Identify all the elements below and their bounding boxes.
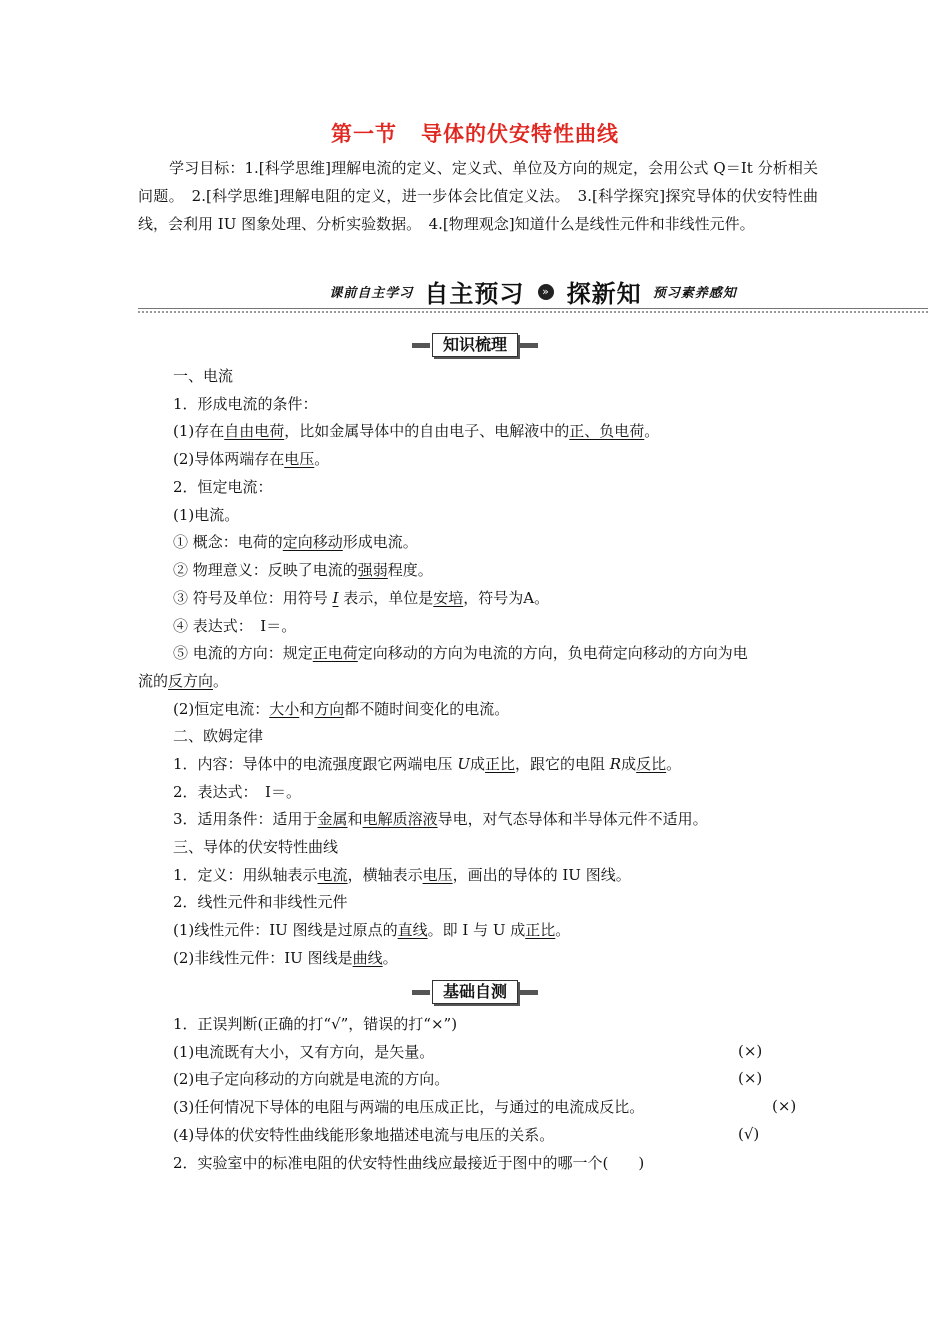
blank: 电解质溶液 [362, 810, 438, 828]
answer-1c: (×) [772, 1097, 797, 1115]
heading-ohm: 二、欧姆定律 [173, 727, 264, 745]
item-c2: ② 物理意义：反映了电流的强弱程度。 [173, 561, 433, 579]
answer-1b: (×) [738, 1069, 763, 1087]
section-tag-knowledge [0, 333, 950, 357]
tag-bar-right [520, 343, 538, 348]
blank: 反比 [636, 755, 667, 773]
item-c5-cont: 流的反方向。 [138, 672, 229, 690]
answer-1a: (×) [738, 1042, 763, 1060]
item-v2: 2．线性元件和非线性元件 [173, 893, 348, 911]
blank: 正、负电荷 [569, 422, 645, 440]
item-2b: (2)恒定电流：大小和方向都不随时间变化的电流。 [173, 700, 510, 718]
item-v1: 1．定义：用纵轴表示电流，横轴表示电压，画出的导体的 IU 图线。 [173, 866, 631, 884]
item-1: 1．形成电流的条件： [173, 395, 318, 413]
tag-bar-left [412, 990, 430, 995]
item-c3: ③ 符号及单位：用符号 I 表示，单位是安培，符号为A。 [173, 589, 550, 607]
title-part2: 导体的伏安特性曲线 [421, 122, 619, 146]
banner-big-text-1: 自主预习 [424, 280, 525, 308]
tag-label: 基础自测 [432, 980, 518, 1004]
test-1c: (3)任何情况下导体的电阻与两端的电压成正比，与通过的电流成反比。 [173, 1098, 645, 1116]
test-1b: (2)电子定向移动的方向就是电流的方向。 [173, 1070, 450, 1088]
answer-1d: (√) [738, 1125, 760, 1143]
blank: 电压 [284, 450, 315, 468]
item-c4: ④ 表达式： I＝。 [173, 617, 297, 635]
blank: 自由电荷 [224, 422, 285, 440]
tag-bar-left [412, 343, 430, 348]
item-1a: (1)存在自由电荷，比如金属导体中的自由电子、电解液中的正、负电荷。 [173, 422, 660, 440]
item-o2: 2．表达式： I＝。 [173, 783, 301, 801]
heading-iv-curve: 三、导体的伏安特性曲线 [173, 838, 339, 856]
blank: 电流 [317, 866, 348, 884]
tag-label: 知识梳理 [432, 333, 518, 357]
test-2: 2．实验室中的标准电阻的伏安特性曲线应最接近于图中的哪一个( ) [173, 1154, 645, 1172]
blank: 安培 [433, 589, 464, 607]
blank: 正比 [525, 921, 556, 939]
item-o1: 1．内容：导体中的电流强度跟它两端电压 U成正比，跟它的电阻 R成反比。 [173, 755, 682, 773]
blank: 直线 [397, 921, 428, 939]
blank: 定向移动 [282, 533, 343, 551]
section-title [0, 118, 950, 148]
item-c5: ⑤ 电流的方向：规定正电荷定向移动的方向为电流的方向，负电荷定向移动的方向为电 [173, 644, 748, 662]
item-v2b: (2)非线性元件：IU 图线是曲线。 [173, 949, 398, 967]
heading-current: 一、电流 [173, 367, 234, 385]
blank: 曲线 [352, 949, 383, 967]
section-tag-selftest [0, 980, 950, 1004]
blank: 金属 [317, 810, 348, 828]
banner-dotted-rule [138, 311, 928, 313]
banner-big-text-2: 探新知 [566, 280, 642, 308]
item-1b: (2)导体两端存在电压。 [173, 450, 330, 468]
blank: 强弱 [357, 561, 388, 579]
banner-left-text: 课前自主学习 [329, 286, 414, 301]
title-part1: 第一节 [331, 122, 397, 146]
test-1d: (4)导体的伏安特性曲线能形象地描述电流与电压的关系。 [173, 1126, 555, 1144]
banner-right-text: 预习素养感知 [652, 286, 737, 301]
blank: 正比 [485, 755, 516, 773]
item-c1: ① 概念：电荷的定向移动形成电流。 [173, 533, 418, 551]
item-2: 2．恒定电流： [173, 478, 273, 496]
blank: 正电荷 [312, 644, 358, 662]
test-1a: (1)电流既有大小，又有方向，是矢量。 [173, 1043, 435, 1061]
test-1: 1．正误判断(正确的打“√”，错误的打“×”) [173, 1015, 458, 1033]
double-arrow-icon: » [538, 284, 554, 300]
tag-bar-right [520, 990, 538, 995]
item-o3: 3．适用条件：适用于金属和电解质溶液导电，对气态导体和半导体元件不适用。 [173, 810, 708, 828]
item-v2a: (1)线性元件：IU 图线是过原点的直线。即 I 与 U 成正比。 [173, 921, 571, 939]
learning-goals: 学习目标：1.[科学思维]理解电流的定义、定义式、单位及方向的规定，会用公式 Q＝It 分析相关问题。 2.[科学思维]理解电阻的定义，进一步体会比值定义法。 3.[科学探究]探究导体的伏安特性曲线，会利用 IU 图象处理、分析实验数据。 4.[物理观念]知道什么是线性元件和非线性元件。 [138, 159, 818, 233]
item-2a: (1)电流。 [173, 506, 240, 524]
blank: I [332, 589, 339, 607]
blank: 大小 [269, 700, 300, 718]
banner-rule [138, 308, 928, 309]
blank: 电压 [422, 866, 453, 884]
blank: 方向 [314, 700, 345, 718]
preview-banner [138, 272, 928, 312]
blank: 反方向 [168, 672, 214, 690]
